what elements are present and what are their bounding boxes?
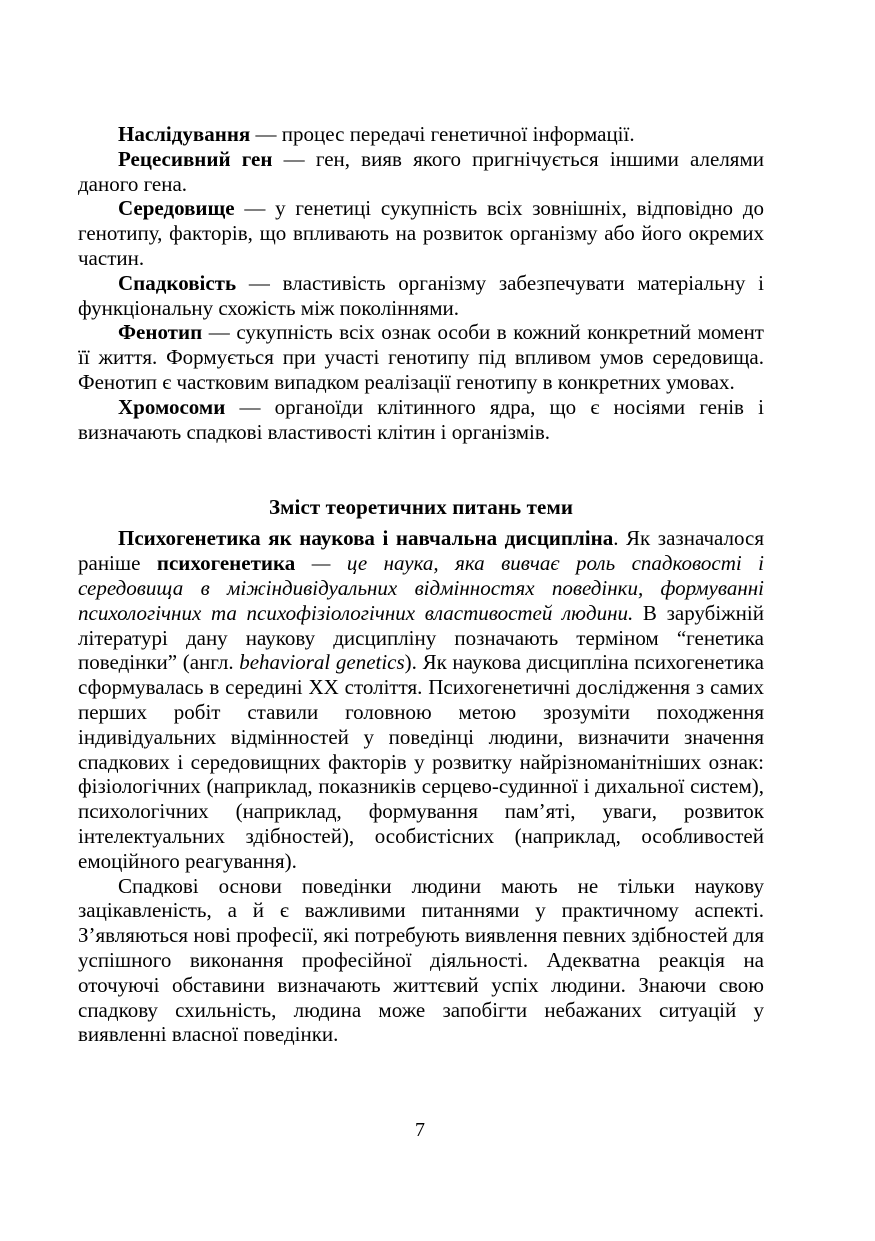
paragraph-english-term: behavioral genetics: [239, 650, 405, 675]
glossary-term: Спадковість: [118, 270, 237, 295]
glossary-entry-inheritance: [78, 122, 764, 147]
section-heading: Зміст теоретичних питань теми: [268, 495, 574, 520]
glossary-definition: — у генетиці сукупність всіх зовнішніх, відповідно до генотипу, факторів, що впливають на розвиток організму або його окремих частин.: [78, 196, 764, 270]
glossary-definition: — ген, вияв якого пригнічується іншими алелями даного гена.: [78, 146, 764, 196]
page-body: [78, 122, 764, 1047]
glossary-definition: — органоїди клітинного ядра, що є носіями генів і визначають спадкові властивості клітин і організмів.: [78, 394, 764, 444]
paragraph-text: ). Як наукова дисципліна психогенетика сформувалась в середині XX століття. Психогенетичні дослідження з самих перших робіт ставили головною метою зрозуміти походження індивідуальних відмінностей у поведінці людини, визначити значення спадкових і середовищних факторів у розвитку найрізноманітніших ознак: фізіологічних (наприклад, показників серцево-судинної і дихальної систем), психологічних (наприклад, формування пам’яті, уваги, розвиток інтелектуальних здібностей), особистісних (наприклад, особливостей емоційного реагування).: [78, 650, 764, 873]
glossary-term: Фенотип: [118, 320, 203, 345]
paragraph-term: психогенетика: [156, 551, 296, 576]
glossary-definition: — сукупність всіх ознак особи в кожний конкретний момент її життя. Формується при участі генотипу під впливом умов середовища. Фенотип є частковим випадком реалізації генотипу в конкретних умовах.: [78, 320, 764, 394]
glossary-entry-environment: [78, 196, 764, 270]
glossary-term: Середовище: [118, 196, 235, 221]
paragraph-text: В зарубіжній літературі дану наукову дисципліну позначають терміном “генетика поведінки” (англ.: [78, 600, 764, 675]
paragraph-lead: Психогенетика як наукова і навчальна дисципліна: [118, 526, 614, 551]
glossary-entry-recessive-gene: [78, 147, 764, 197]
glossary-entry-chromosomes: [78, 395, 764, 445]
glossary-term: Наслідування: [118, 122, 251, 146]
glossary-entry-phenotype: [78, 320, 764, 394]
glossary-term: Хромосоми: [118, 394, 226, 419]
paragraph-definition: — це наука, яка вивчає роль спадковості і середовища в міжіндивідуальних відмінностях поведінки, формуванні психологічних та психофізіологічних властивостей людини.: [78, 551, 764, 625]
page-number: 7: [415, 1119, 425, 1141]
glossary-term: Рецесивний ген: [118, 146, 273, 171]
section-spacer: [78, 444, 764, 494]
section-paragraph-2: Спадкові основи поведінки людини мають не тільки наукову зацікавленість, а й є важливими питаннями у практичному аспекті. З’являються нові професії, які потребують виявлення певних здібностей для успішного виконання професійної діяльності. Адекватна реакція на оточуючі обставини визначають життєвий успіх людини. Знаючи свою спадкову схильність, людина може запобігти небажаних ситуацій у виявленні власної поведінки.: [78, 873, 764, 1047]
paragraph-text: . Як зазначалося раніше: [78, 526, 764, 576]
glossary-definition: — процес передачі генетичної інформації.: [250, 122, 635, 146]
section-paragraph-1: [78, 526, 764, 873]
glossary-definition: — властивість організму забезпечувати матеріальну і функціональну схожість між поколіннями.: [78, 270, 764, 320]
glossary-entry-heredity: [78, 271, 764, 321]
